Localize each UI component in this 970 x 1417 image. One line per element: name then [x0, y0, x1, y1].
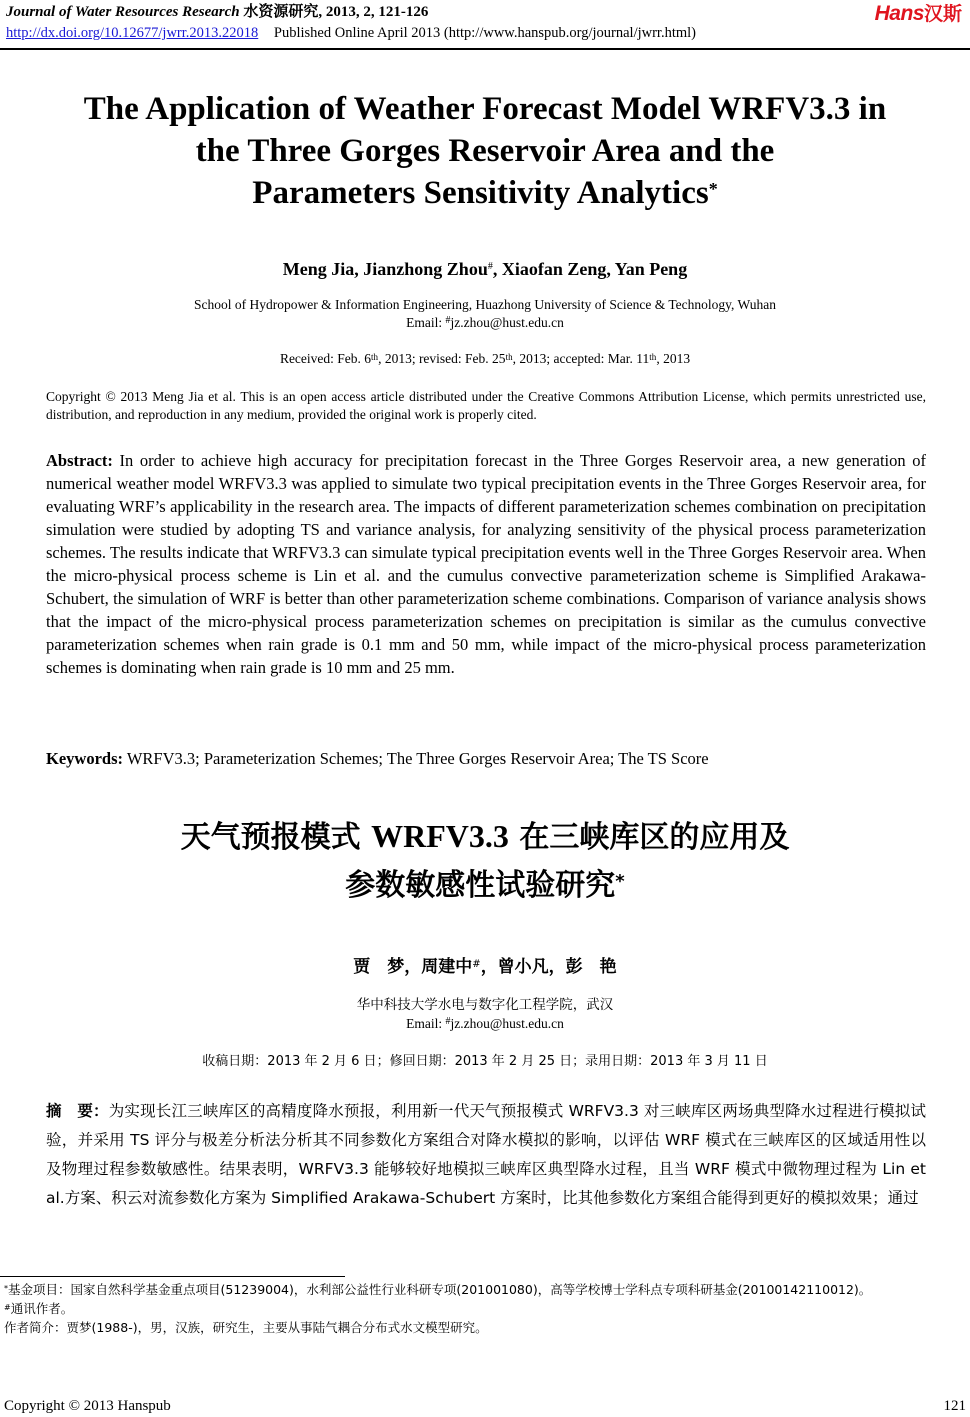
- chinese-title: [0, 812, 970, 910]
- english-abstract: [46, 449, 926, 679]
- email-address[interactable]: jz.zhou@hust.edu.cn: [450, 315, 564, 330]
- revised-date: , 2013; revised: Feb. 25: [378, 351, 506, 366]
- keywords-text: WRFV3.3; Parameterization Schemes; The Three Gorges Reservoir Area; The TS Score: [123, 749, 709, 768]
- abstract-label: Abstract:: [46, 451, 113, 470]
- abstract-label: 摘 要：: [46, 1102, 109, 1120]
- corresponding-mark: #: [472, 959, 481, 970]
- chinese-authors: [0, 955, 970, 979]
- footnote-mark: #: [4, 1303, 11, 1312]
- corresponding-mark: #: [445, 315, 451, 326]
- chinese-title-part: WRFV3.3: [371, 818, 509, 854]
- received-date: Received: Feb. 6: [279, 351, 372, 366]
- chinese-title-line-2: [0, 862, 970, 910]
- english-authors: [0, 258, 970, 280]
- page-number: 121: [943, 1398, 966, 1414]
- english-title-line-2: the Three Gorges Reservoir Area and the: [195, 133, 775, 169]
- author-name: ，曾小凡，彭 艳: [480, 957, 617, 977]
- corresponding-mark: #: [487, 261, 493, 272]
- chinese-affiliation: 华中科技大学水电与数字化工程学院，武汉: [356, 997, 614, 1013]
- author-name: Meng Jia,: [282, 259, 364, 279]
- author-name: Jianzhong Zhou: [363, 259, 488, 279]
- accepted-date: , 2013; accepted: Mar. 11: [512, 351, 650, 366]
- license-statement: Copyright © 2013 Meng Jia et al. This is an open access article distributed under the Creative Commons Attribution License, which permits unrestricted use, distribution, and reproduction in any medium, provided the original work is properly cited.: [46, 389, 926, 422]
- english-keywords: [46, 747, 926, 770]
- chinese-title-part: 天气预报模式: [180, 820, 372, 855]
- fund-footnote: [4, 1280, 966, 1299]
- footnotes: [4, 1280, 966, 1337]
- corresponding-footnote: [4, 1299, 966, 1318]
- journal-name: Journal of Water Resources Research: [6, 4, 240, 20]
- keywords-label: Keywords:: [46, 749, 123, 768]
- abstract-text: 为实现长江三峡库区的高精度降水预报，利用新一代天气预报模式 WRFV3.3 对三峡库区两场典型降水过程进行模拟试验，并采用 TS 评分与极差分析法分析其不同参数化方案组合对降水模拟的影响，以评估 WRF 模式在三峡库区的区域适用性以及物理过程参数敏感性。结果表明，WRFV3.3 能够较好地模拟三峡库区典型降水过程，且当 WRF 模式中微物理过程为 Lin et al.方案、积云对流参数化方案为 Simplified Arakawa-Schubert 方案时，比其他参数化方案组合能得到更好的模拟效果；通过: [46, 1102, 926, 1207]
- author-name: 贾 梦，周建中: [353, 957, 473, 977]
- author-name: , Xiaofan Zeng, Yan Peng: [492, 259, 688, 279]
- page-footer: [4, 1397, 966, 1415]
- email-label: Email:: [406, 1016, 446, 1031]
- corresponding-mark: #: [445, 1016, 451, 1027]
- logo-chinese: 汉斯: [923, 3, 962, 25]
- chinese-title-part: 参数敏感性试验研究: [345, 868, 616, 903]
- footnote-rule: [0, 1276, 345, 1277]
- chinese-title-line-1: [0, 812, 970, 862]
- footnote-text: 基金项目：国家自然科学基金重点项目(51239004)，水利部公益性行业科研专项(201001080)，高等学校博士学科点专项科研基金(20100142110012)。: [8, 1282, 872, 1297]
- footnote-text: 通讯作者。: [10, 1301, 74, 1316]
- logo-latin: Hans: [874, 2, 924, 25]
- chinese-email: [0, 1015, 970, 1033]
- footnote-mark: *: [4, 1284, 8, 1293]
- english-affiliation: School of Hydropower & Information Engineering, Huazhong University of Science & Technology, Wuhan: [193, 297, 776, 312]
- english-title: [0, 88, 970, 214]
- english-title-line-1: The Application of Weather Forecast Model WRFV3.3 in: [83, 91, 887, 127]
- ordinal-suffix: th: [505, 352, 513, 362]
- abstract-text: In order to achieve high accuracy for precipitation forecast in the Three Gorges Reservoir area, a new generation of numerical weather model WRFV3.3 was applied to simulate two typical precipitation events in the Three Gorges Reservoir area, for evaluating WRF’s applicability in the research area. The impacts of different parameterization schemes combination on precipitation simulation were studied by adopting TS and variance analysis, for analyzing sensitivity of the physical process parameterization schemes. The results indicate that WRFV3.3 can simulate typical precipitation events well in the Three Gorges Reservoir area. When the micro-physical process scheme is Lin et al. and the cumulus convective parameterization scheme is Simplified Arakawa-Schubert, the simulation of WRF is better than other parameterization scheme combinations. Comparison of variance analysis shows that the impact of the micro-physical process parameterization schemes on precipitation is similar as the cumulus convective parameterization schemes when rain grade is 0.1 mm and 50 mm, while impact of the micro-physical process parameterization schemes is dominating when rain grade is 10 mm and 25 mm.: [46, 451, 926, 677]
- footer-copyright: Copyright © 2013 Hanspub: [4, 1398, 171, 1414]
- ordinal-suffix: th: [649, 352, 657, 362]
- english-affiliation-block: [0, 296, 970, 332]
- chinese-abstract: [46, 1097, 926, 1213]
- title-footnote-mark: *: [615, 871, 625, 892]
- email-address[interactable]: jz.zhou@hust.edu.cn: [450, 1016, 564, 1031]
- chinese-title-part: 在三峡库区的应用及: [508, 820, 790, 855]
- journal-issue: 水资源研究, 2013, 2, 121-126: [243, 4, 429, 20]
- doi-link[interactable]: http://dx.doi.org/10.12677/jwrr.2013.22018: [6, 25, 259, 41]
- published-online: Published Online April 2013 (http://www.hanspub.org/journal/jwrr.html): [273, 25, 696, 41]
- english-title-line-3-text: Parameters Sensitivity Analytics: [252, 175, 709, 211]
- running-header: [6, 2, 964, 43]
- chinese-received-dates: 收稿日期：2013 年 2 月 6 日；修回日期：2013 年 2 月 25 日；录用日期：2013 年 3 月 11 日: [202, 1054, 768, 1069]
- year: , 2013: [656, 351, 691, 366]
- english-received-dates: [0, 350, 970, 368]
- english-title-line-3: [0, 172, 970, 214]
- title-footnote-mark: *: [708, 179, 718, 199]
- journal-citation: [6, 2, 964, 22]
- email-label: Email:: [406, 315, 446, 330]
- author-bio-footnote: 作者简介：贾梦(1988-)，男，汉族，研究生，主要从事陆气耦合分布式水文模型研究。: [4, 1320, 488, 1335]
- ordinal-suffix: th: [371, 352, 379, 362]
- header-rule: [0, 48, 970, 50]
- publication-line: [6, 23, 964, 43]
- english-email: [0, 314, 970, 332]
- hans-logo: [875, 1, 962, 26]
